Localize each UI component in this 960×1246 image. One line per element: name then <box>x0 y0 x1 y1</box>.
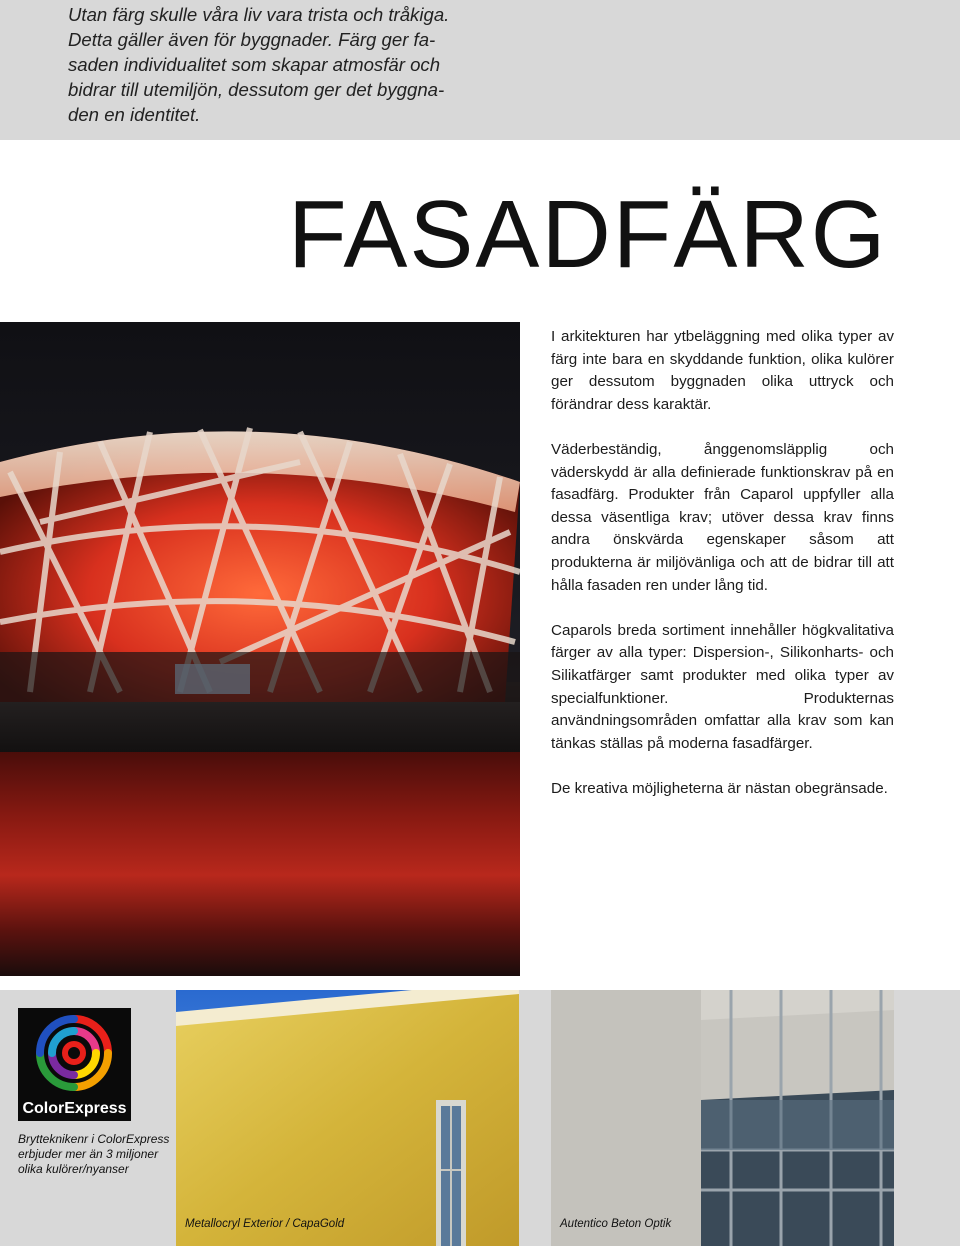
colorexpress-logo <box>18 1008 131 1121</box>
concrete-facade-illustration <box>551 990 894 1246</box>
body-paragraph: De kreativa möjligheterna är nästan obegränsade. <box>551 779 888 797</box>
intro-line: saden individualitet som skapar atmosfär och <box>68 54 441 75</box>
body-paragraph: Väderbeständig, ånggenomsläpplig och väderskydd är alla definierade funktionskrav på en fasadfärg. Produkter från Caparol uppfyller alla dessa väsentliga krav; utöver dessa krav finns andra önskvärda egenskaper såsom att produkterna är miljövänliga och att de bidrar till att hålla fasaden ren under lång tid. <box>551 440 894 594</box>
intro-text <box>68 2 478 127</box>
intro-line: bidrar till utemiljön, dessutom ger det byggna- <box>68 79 445 100</box>
logo-caption-line: Brytteknikenr i ColorExpress <box>18 1132 170 1146</box>
body-paragraph: I arkitekturen har ytbeläggning med olika typer av färg inte bara en skyddande funktion, olika kulörer ger dessutom byggnaden olika uttryck och förändrar dess karaktär. <box>551 328 894 413</box>
body-text-column <box>551 326 894 823</box>
yellow-facade-illustration <box>176 990 519 1246</box>
concrete-photo-caption: Autentico Beton Optik <box>560 1218 672 1230</box>
logo-caption-line: olika kulörer/nyanser <box>18 1162 129 1176</box>
concrete-facade-photo <box>551 990 894 1246</box>
swirl-logo-icon <box>18 1008 131 1101</box>
intro-line: Detta gäller även för byggnader. Färg ger fa- <box>68 29 436 50</box>
hero-stadium-photo <box>0 322 520 976</box>
logo-caption-line: erbjuder mer än 3 miljoner <box>18 1147 159 1161</box>
intro-band <box>0 0 960 140</box>
yellow-photo-caption: Metallocryl Exterior / CapaGold <box>185 1218 345 1230</box>
page-title: FASADFÄRG <box>288 181 888 288</box>
intro-line: Utan färg skulle våra liv vara trista och tråkiga. <box>68 4 450 25</box>
stadium-illustration <box>0 402 520 702</box>
body-paragraph: Caparols breda sortiment innehåller högkvalitativa färger av alla typer: Dispersion-, Silikonharts- och Silikatfärger samt produkter med olika typer av specialfunktioner. Produkternas användningsområden omfattar alla krav som kan tänkas ställas på moderna fasadfärger. <box>551 621 894 752</box>
hero-water-reflection <box>0 752 520 976</box>
logo-caption <box>18 1132 168 1177</box>
intro-line: den en identitet. <box>68 104 201 125</box>
yellow-facade-photo <box>176 990 519 1246</box>
logo-wordmark: ColorExpress <box>22 1100 127 1117</box>
